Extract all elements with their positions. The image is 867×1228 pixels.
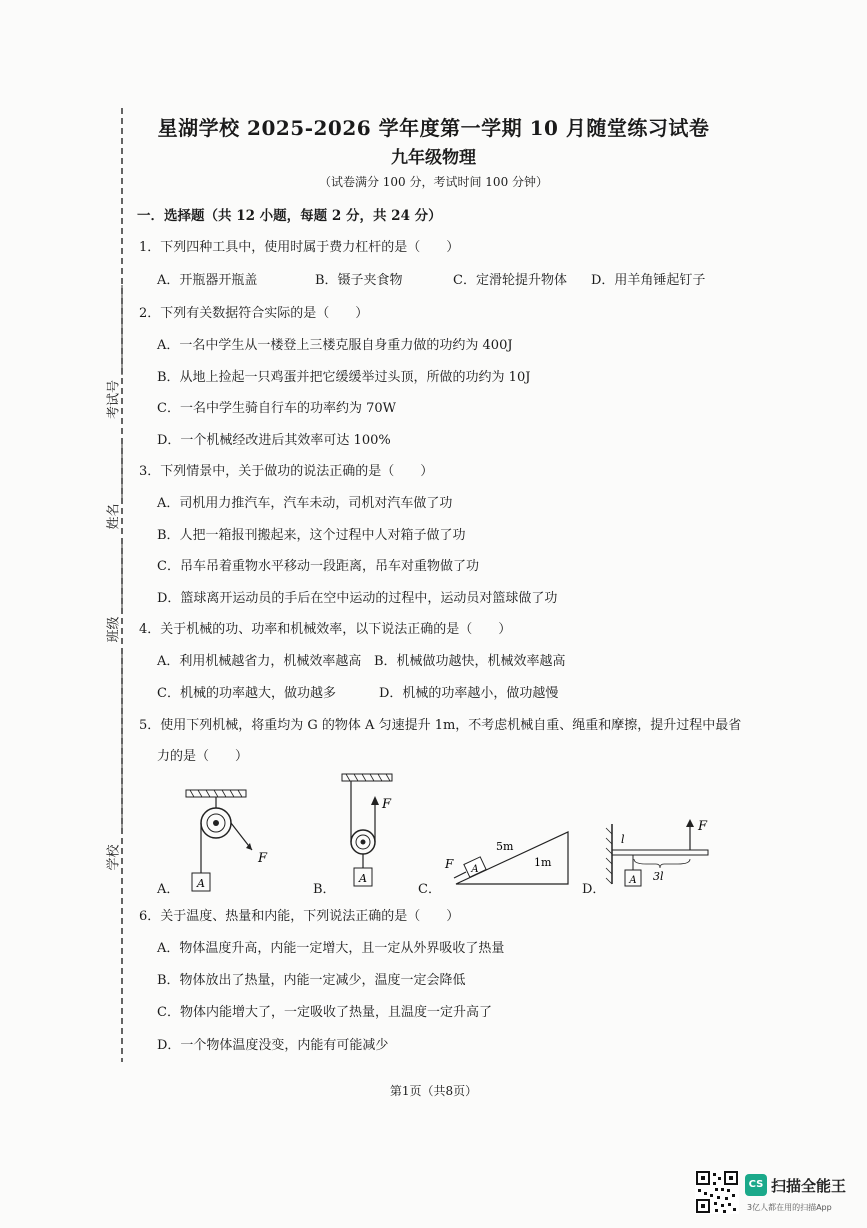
q5-option-d: D． [582, 882, 606, 897]
figure-c-length-label: 5m [496, 840, 514, 853]
figure-b-movable-pulley [338, 772, 408, 894]
q3-option-d: D．篮球离开运动员的手后在空中运动的过程中，运动员对篮球做了功 [157, 591, 558, 606]
figure-c-block-label: A [471, 864, 479, 875]
figure-a-fixed-pulley [180, 788, 280, 898]
q1-stem: 1．下列四种工具中，使用时属于费力杠杆的是（ ） [139, 240, 460, 255]
q6-option-b: B．物体放出了热量，内能一定减少，温度一定会降低 [157, 973, 466, 988]
q3-stem: 3．下列情景中，关于做功的说法正确的是（ ） [139, 464, 434, 479]
page-title: 星湖学校 2025-2026 学年度第一学期 10 月随堂练习试卷 [157, 116, 710, 140]
margin-label-class: 班级 [106, 616, 122, 643]
figure-b-block-label: A [359, 872, 367, 885]
q6-option-c: C．物体内能增大了，一定吸收了热量，且温度一定升高了 [157, 1005, 492, 1020]
section-heading: 一．选择题（共 12 小题，每题 2 分，共 24 分） [137, 208, 442, 224]
figure-d-short-arm-label: l [621, 833, 625, 846]
badge-tagline: 3亿人都在用的扫描App [747, 1203, 832, 1212]
qr-code-icon [695, 1170, 739, 1214]
margin-label-exam-no: 考试号 [106, 380, 122, 420]
figure-d-block-label: A [629, 875, 637, 886]
q5-option-a: A． [157, 882, 180, 897]
q1-option-a: A．开瓶器开瓶盖 [157, 273, 258, 288]
q2-option-a: A．一名中学生从一楼登上三楼克服自身重力做的功约为 400J [157, 338, 513, 353]
q4-option-c: C．机械的功率越大，做功越多 [157, 686, 336, 701]
q2-stem: 2．下列有关数据符合实际的是（ ） [139, 306, 369, 321]
q2-option-b: B．从地上捡起一只鸡蛋并把它缓缓举过头顶，所做的功约为 10J [157, 370, 531, 385]
figure-b-force-label: F [382, 797, 392, 812]
q4-stem: 4．关于机械的功、功率和机械效率，以下说法正确的是（ ） [139, 622, 512, 637]
q2-option-c: C．一名中学生骑自行车的功率约为 70W [157, 401, 396, 416]
badge-app-name: 扫描全能王 [771, 1177, 847, 1195]
figure-d-lever [598, 814, 718, 894]
figure-c-height-label: 1m [534, 856, 552, 869]
q6-stem: 6．关于温度、热量和内能，下列说法正确的是（ ） [139, 909, 460, 924]
q1-option-c: C．定滑轮提升物体 [453, 273, 567, 288]
q6-option-a: A．物体温度升高，内能一定增大，且一定从外界吸收了热量 [157, 941, 505, 956]
q2-option-d: D．一个机械经改进后其效率可达 100% [157, 433, 391, 448]
q4-option-a: A．利用机械越省力，机械效率越高 [157, 654, 362, 669]
q5-option-b: B． [313, 882, 336, 897]
figure-c-force-label: F [445, 857, 454, 871]
margin-label-school: 学校 [106, 844, 122, 871]
scanner-watermark [695, 1168, 855, 1218]
page-subtitle: 九年级物理 [391, 148, 476, 168]
figure-c-incline [436, 822, 586, 892]
exam-note: （试卷满分 100 分，考试时间 100 分钟） [318, 175, 549, 189]
q3-option-b: B．人把一箱报刊搬起来，这个过程中人对箱子做了功 [157, 528, 466, 543]
q5-stem-line1: 5．使用下列机械，将重均为 G 的物体 A 匀速提升 1m，不考虑机械自重、绳重和摩擦，提升过程中最省 [139, 718, 742, 733]
page-footer: 第1页（共8页） [389, 1084, 478, 1098]
q3-option-c: C．吊车吊着重物水平移动一段距离，吊车对重物做了功 [157, 559, 479, 574]
q5-stem-line2: 力的是（ ） [157, 749, 249, 764]
figure-d-force-label: F [698, 819, 708, 834]
q6-option-d: D．一个物体温度没变，内能有可能减少 [157, 1038, 389, 1053]
q1-option-b: B．镊子夹食物 [315, 273, 403, 288]
figure-d-long-arm-label: 3l [653, 870, 664, 883]
q4-option-d: D．机械的功率越小，做功越慢 [379, 686, 559, 701]
q5-option-c: C． [418, 882, 441, 897]
q3-option-a: A．司机用力推汽车，汽车未动，司机对汽车做了功 [157, 496, 453, 511]
camscanner-logo-icon: CS [745, 1174, 767, 1196]
margin-label-name: 姓名 [106, 503, 122, 530]
figure-a-block-label: A [197, 877, 205, 890]
q4-option-b: B．机械做功越快，机械效率越高 [374, 654, 566, 669]
figure-a-force-label: F [258, 851, 268, 866]
q1-option-d: D．用羊角锤起钉子 [591, 273, 706, 288]
